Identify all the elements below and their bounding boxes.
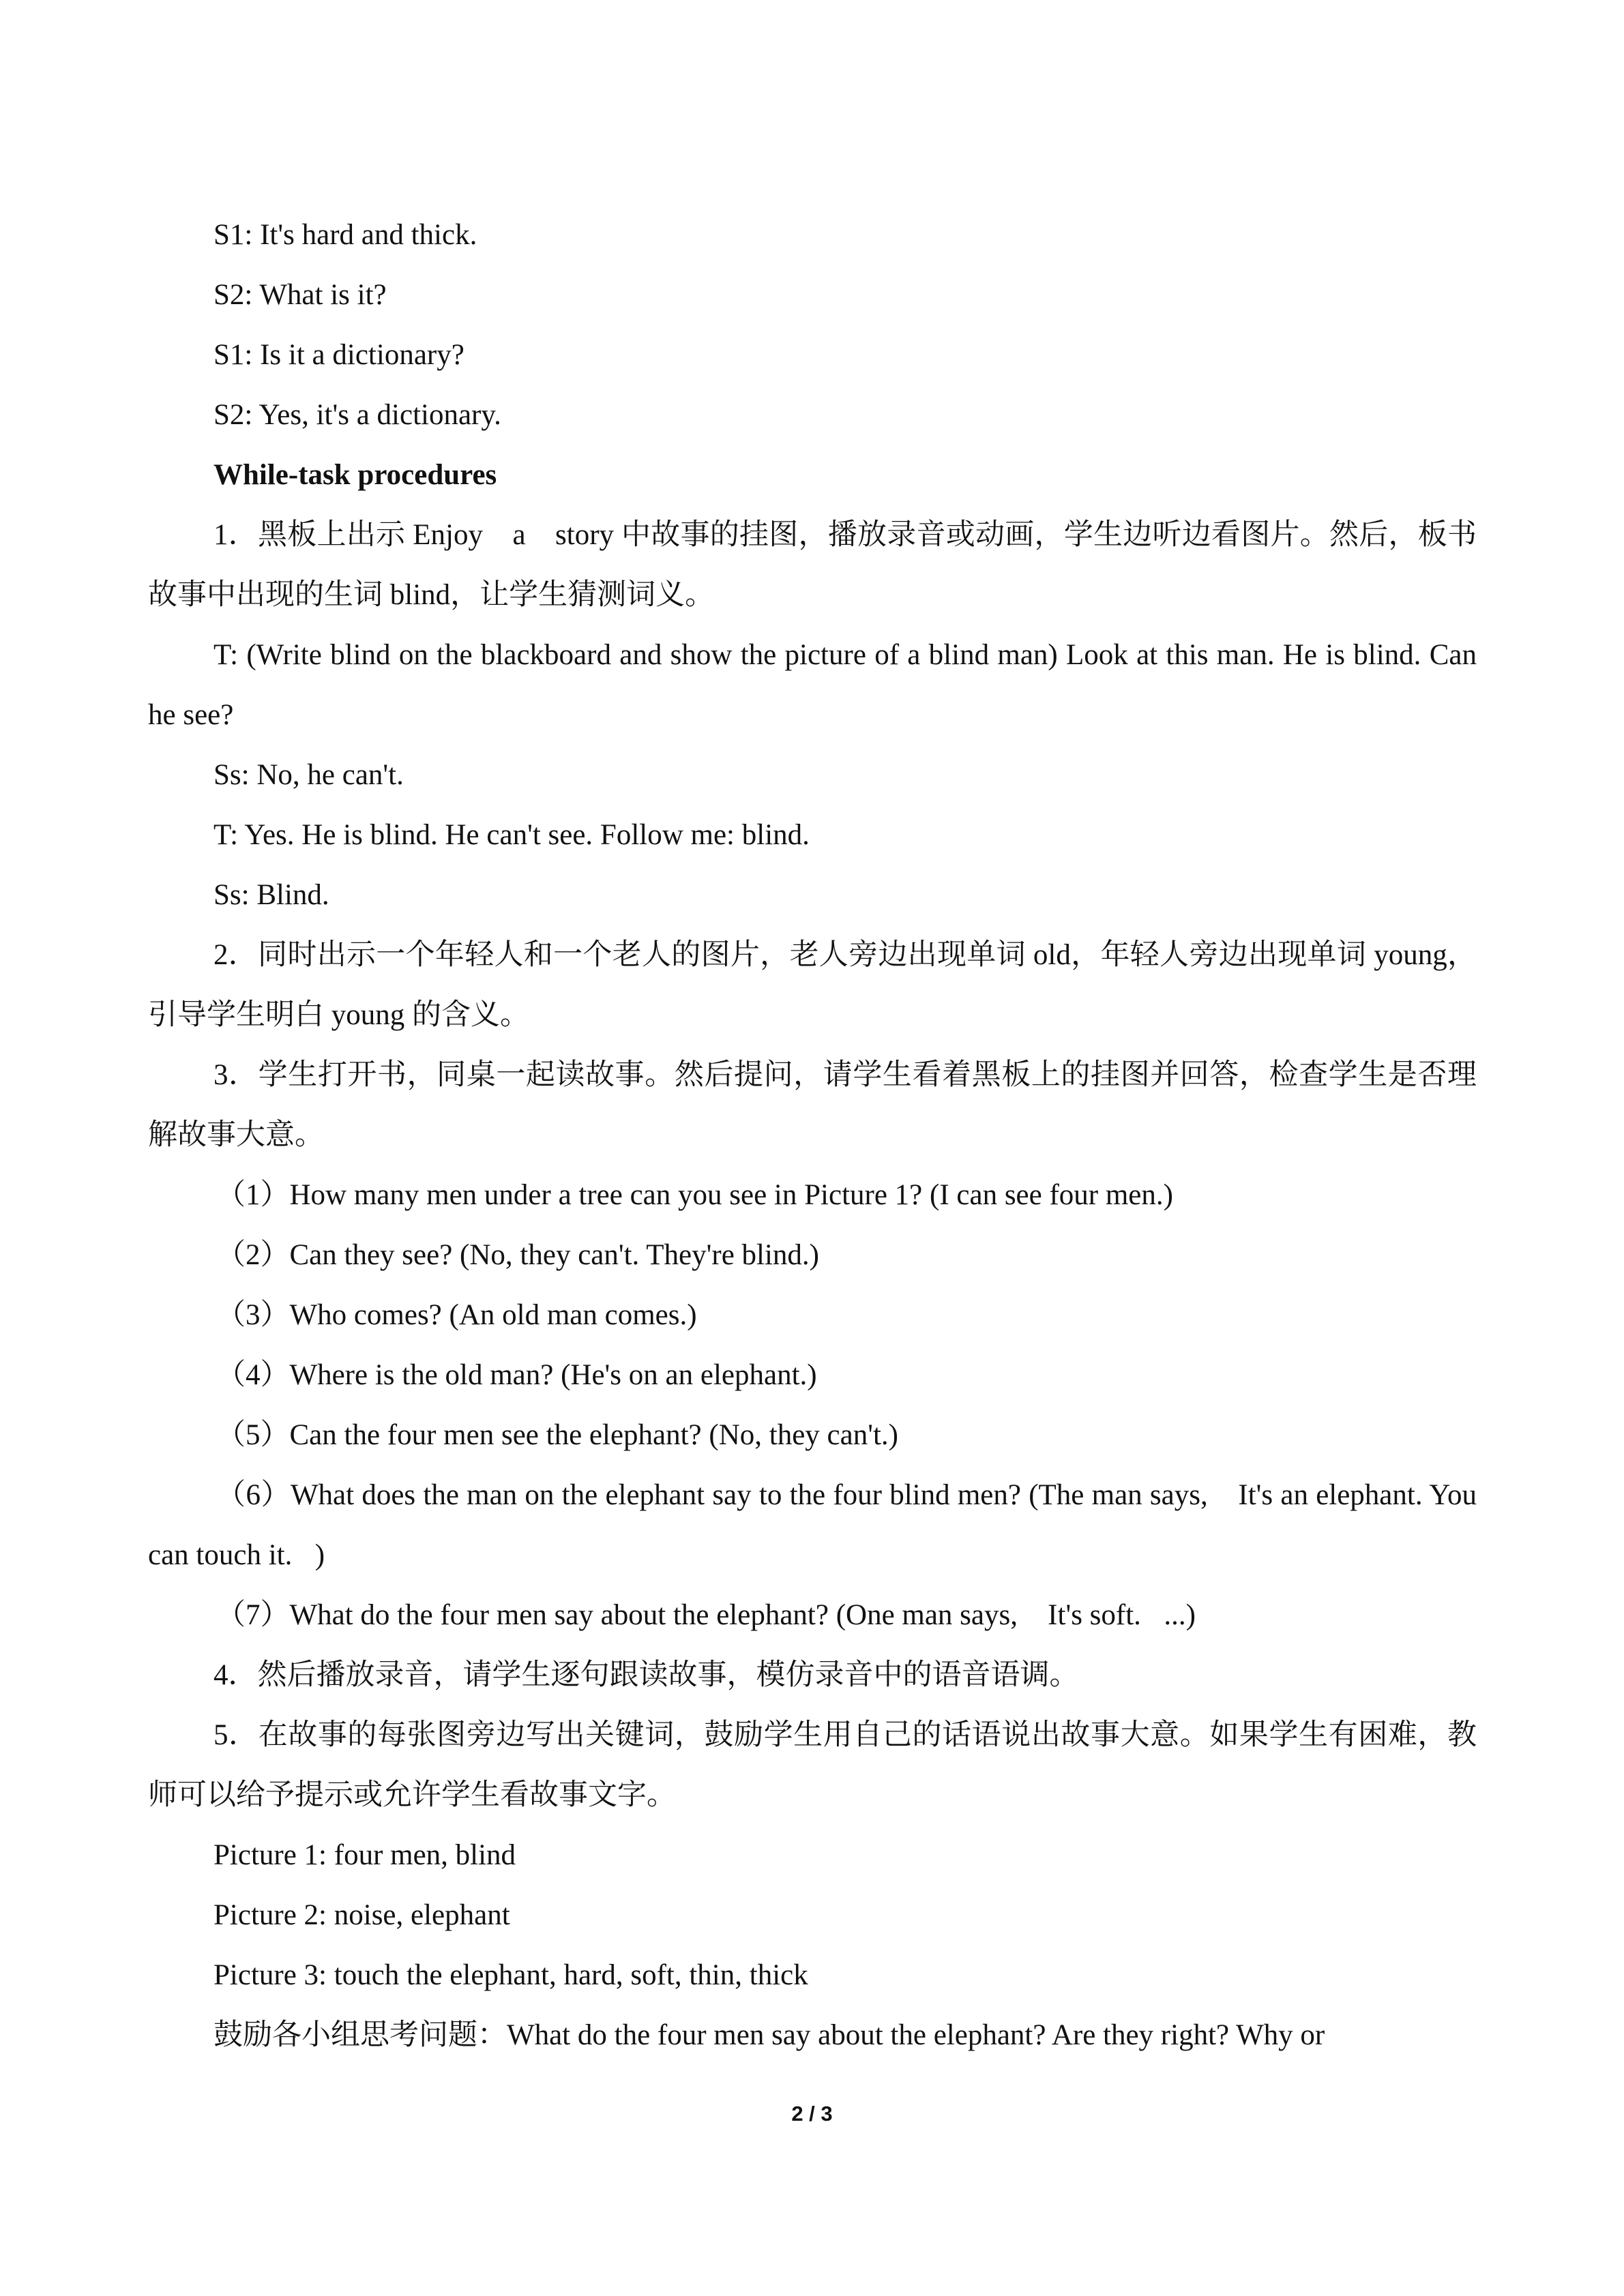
question-item: （1）How many men under a tree can you see in Picture 1? (I can see four men.) — [216, 1179, 1173, 1211]
dialogue-line: T: (Write blind on the blackboard and show the picture of a blind man) Look at this man. He is blind. Can he see? — [148, 639, 1477, 731]
keyword-line: Picture 2: noise, elephant — [213, 1899, 510, 1931]
question-item: （6）What does the man on the elephant say to the four blind men? (The man says,  It's an elephant. You can touch it. ) — [148, 1479, 1477, 1571]
dialogue-line: S2: What is it? — [213, 279, 387, 311]
dialogue-line: S1: Is it a dictionary? — [213, 339, 464, 371]
dialogue-line: Ss: Blind. — [213, 879, 329, 911]
procedure-step: 5．在故事的每张图旁边写出关键词，鼓励学生用自己的话语说出故事大意。如果学生有困难，教师可以给予提示或允许学生看故事文字。 — [148, 1719, 1477, 1811]
dialogue-line: S1: It's hard and thick. — [213, 219, 477, 251]
dialogue-line: Ss: No, he can't. — [213, 759, 404, 791]
keyword-line: Picture 1: four men, blind — [213, 1839, 516, 1871]
question-item: （7）What do the four men say about the elephant? (One man says,  It's soft. ...) — [216, 1599, 1196, 1631]
question-item: （2）Can they see? (No, they can't. They're blind.) — [216, 1239, 819, 1271]
discussion-prompt: 鼓励各小组思考问题：What do the four men say about the elephant? Are they right? Why or — [213, 2019, 1325, 2051]
procedure-step: 3．学生打开书，同桌一起读故事。然后提问，请学生看着黑板上的挂图并回答，检查学生是否理解故事大意。 — [148, 1059, 1477, 1151]
procedure-step: 1．黑板上出示 Enjoy a story 中故事的挂图，播放录音或动画，学生边听边看图片。然后，板书故事中出现的生词 blind，让学生猜测词义。 — [148, 519, 1477, 611]
procedure-step: 4．然后播放录音，请学生逐句跟读故事，模仿录音中的语音语调。 — [213, 1659, 1079, 1691]
procedure-step: 2．同时出示一个年轻人和一个老人的图片，老人旁边出现单词 old，年轻人旁边出现单词 young，引导学生明白 young 的含义。 — [148, 939, 1477, 1031]
keyword-line: Picture 3: touch the elephant, hard, soft, thin, thick — [213, 1959, 808, 1991]
dialogue-line: T: Yes. He is blind. He can't see. Follow me: blind. — [213, 819, 810, 851]
section-heading: While-task procedures — [213, 459, 497, 491]
question-item: （3）Who comes? (An old man comes.) — [216, 1299, 697, 1331]
question-item: （4）Where is the old man? (He's on an elephant.) — [216, 1359, 817, 1391]
dialogue-line: S2: Yes, it's a dictionary. — [213, 399, 501, 431]
question-item: （5）Can the four men see the elephant? (No, they can't.) — [216, 1419, 898, 1451]
document-body — [148, 205, 1477, 2066]
page-number: 2 / 3 — [791, 2102, 833, 2126]
